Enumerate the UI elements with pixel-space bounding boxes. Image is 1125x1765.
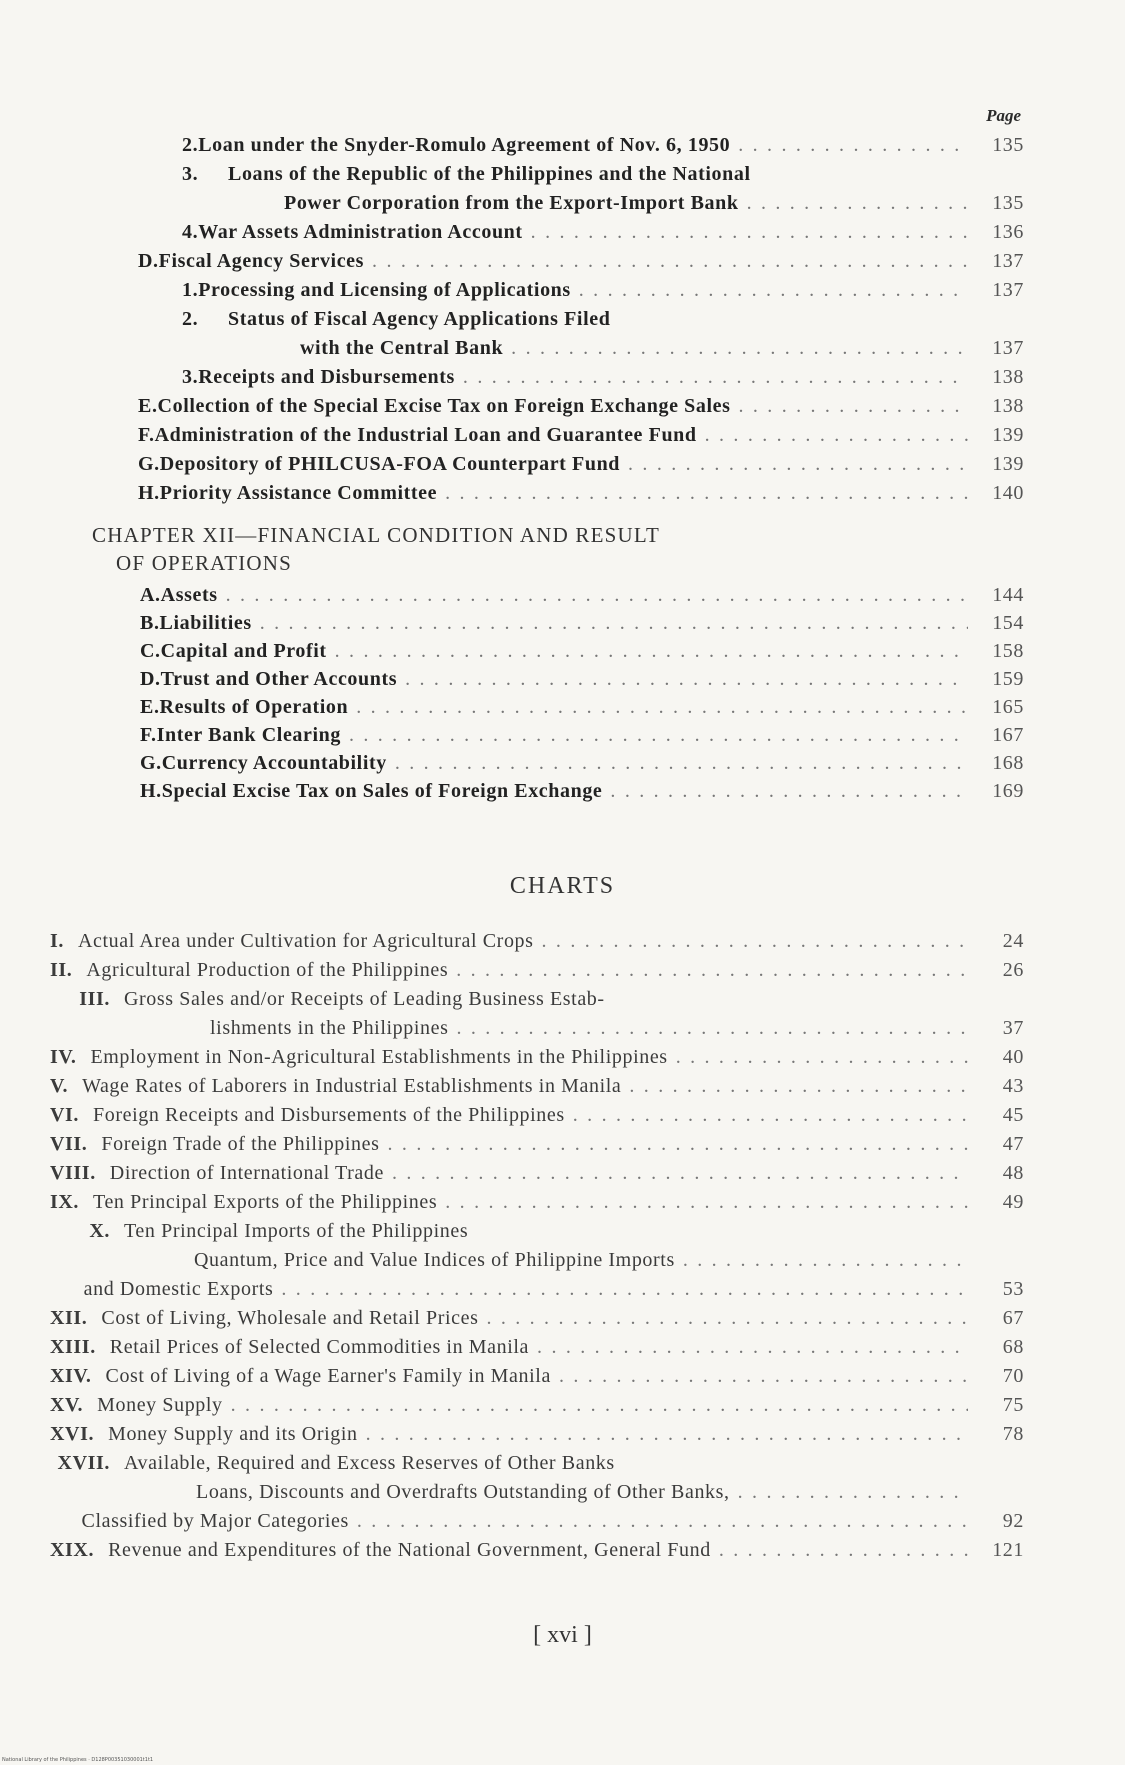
chart-number: IX. — [50, 1191, 80, 1213]
entry-title: Status of Fiscal Agency Applications Filed — [228, 308, 611, 330]
dot-leader — [531, 221, 968, 244]
entry-title: Liabilities — [159, 612, 252, 634]
chart-title: Agricultural Production of the Philippines — [86, 959, 449, 981]
toc-entry — [140, 752, 1024, 780]
dot-leader — [260, 612, 968, 635]
entry-number: D. — [138, 250, 159, 272]
entry-page: 139 — [992, 453, 1024, 475]
chart-title: lishments in the Philippines — [210, 1017, 449, 1039]
entry-number: 3. — [182, 163, 199, 185]
entry-page: 137 — [992, 279, 1024, 301]
entry-title: War Assets Administration Account — [198, 221, 523, 243]
dot-leader — [281, 1278, 968, 1301]
entry-number: F. — [138, 424, 155, 446]
toc-entry — [182, 308, 1024, 336]
entry-title: Special Excise Tax on Sales of Foreign Exchange — [161, 780, 603, 802]
chart-number: IV. — [50, 1046, 77, 1068]
chart-number: V. — [50, 1075, 69, 1097]
toc-entry — [182, 279, 1024, 307]
chart-page: 37 — [1002, 1017, 1024, 1039]
entry-title: Inter Bank Clearing — [156, 724, 341, 746]
dot-leader — [629, 1075, 968, 1098]
toc-entry — [138, 482, 1024, 510]
toc-entry — [140, 584, 1024, 612]
chart-title: Foreign Trade of the Philippines — [101, 1133, 380, 1155]
dot-leader — [511, 337, 968, 360]
toc-entry — [140, 724, 1024, 752]
entry-page: 159 — [992, 668, 1024, 690]
chart-page: 47 — [1002, 1133, 1024, 1155]
chart-title: Quantum, Price and Value Indices of Philippine Imports — [194, 1249, 675, 1271]
chart-list-item-continued — [210, 1017, 1024, 1045]
page-column-label: Page — [986, 106, 1021, 125]
entry-page: 135 — [992, 192, 1024, 214]
chart-title: Actual Area under Cultivation for Agricultural Crops — [77, 930, 534, 952]
chart-list-item — [50, 1191, 1024, 1219]
chart-page: 53 — [1002, 1278, 1024, 1300]
entry-number: G. — [138, 453, 160, 475]
chart-page: 40 — [1002, 1046, 1024, 1068]
toc-entry — [140, 780, 1024, 808]
chart-list-item — [50, 930, 1024, 958]
toc-entry — [182, 134, 1024, 162]
dot-leader — [747, 192, 968, 215]
dot-leader — [456, 1017, 968, 1040]
entry-number: F. — [140, 724, 157, 746]
chart-page: 48 — [1002, 1162, 1024, 1184]
entry-title: Administration of the Industrial Loan and Guarantee Fund — [154, 424, 697, 446]
chart-number: VIII. — [50, 1162, 96, 1184]
dot-leader — [739, 395, 969, 418]
toc-entry — [182, 366, 1024, 394]
dot-leader — [349, 724, 968, 747]
chart-list-item — [50, 1162, 1024, 1190]
chart-page: 92 — [1002, 1510, 1024, 1532]
dot-leader — [628, 453, 968, 476]
chart-list-item — [50, 1336, 1024, 1364]
chart-list-item — [50, 1133, 1024, 1161]
chapter-heading-line: CHAPTER XII—FINANCIAL CONDITION AND RESULT — [92, 523, 661, 547]
chart-number: VI. — [50, 1104, 80, 1126]
entry-page: 144 — [992, 584, 1024, 606]
chart-page: 121 — [992, 1539, 1024, 1561]
entry-page: 169 — [992, 780, 1024, 802]
chart-list-item — [50, 1307, 1024, 1335]
toc-entry — [138, 395, 1024, 423]
dot-leader — [537, 1336, 968, 1359]
chart-list-item-continued — [194, 1249, 1024, 1277]
chart-list-item — [50, 1510, 1024, 1538]
entry-title: Loans of the Republic of the Philippines and the National — [228, 163, 751, 185]
entry-number: H. — [138, 482, 160, 504]
dot-leader — [226, 584, 968, 607]
entry-page: 167 — [992, 724, 1024, 746]
dot-leader — [356, 696, 968, 719]
entry-number: D. — [140, 668, 161, 690]
entry-page: 139 — [992, 424, 1024, 446]
chart-title: Foreign Receipts and Disbursements of the Philippines — [93, 1104, 565, 1126]
dot-leader — [738, 134, 968, 157]
chart-title: Gross Sales and/or Receipts of Leading Business Estab- — [124, 988, 605, 1010]
chart-title: Revenue and Expenditures of the National Government, General Fund — [108, 1539, 711, 1561]
dot-leader — [705, 424, 968, 447]
chart-list-item — [50, 1075, 1024, 1103]
dot-leader — [231, 1394, 968, 1417]
entry-page: 137 — [992, 337, 1024, 359]
dot-leader — [335, 640, 968, 663]
entry-number: 2. — [182, 308, 199, 330]
chart-page: 68 — [1002, 1336, 1024, 1358]
entry-title: Assets — [160, 584, 218, 606]
entry-title: with the Central Bank — [300, 337, 504, 359]
chart-list-item — [50, 1539, 1024, 1567]
chart-list-item — [50, 1104, 1024, 1132]
scan-footer-note: National Library of the Philippines · D128P00351030001t1t1 — [2, 1757, 154, 1763]
dot-leader — [366, 1423, 968, 1446]
toc-entry — [138, 453, 1024, 481]
chart-page: 49 — [1002, 1191, 1024, 1213]
chart-title: Employment in Non-Agricultural Establishments in the Philippines — [90, 1046, 668, 1068]
chart-page: 78 — [1002, 1423, 1024, 1445]
chapter-heading-line: OF OPERATIONS — [116, 551, 293, 575]
dot-leader — [559, 1365, 968, 1388]
toc-entry — [140, 612, 1024, 640]
entry-title: Depository of PHILCUSA-FOA Counterpart Fund — [159, 453, 621, 475]
chart-title: and Domestic Exports — [83, 1278, 274, 1300]
toc-entry — [138, 424, 1024, 452]
dot-leader — [395, 752, 968, 775]
dot-leader — [486, 1307, 968, 1330]
chart-page: 43 — [1002, 1075, 1024, 1097]
dot-leader — [573, 1104, 968, 1127]
entry-title: Fiscal Agency Services — [158, 250, 365, 272]
entry-number: C. — [140, 640, 161, 662]
chart-list-item — [50, 1365, 1024, 1393]
dot-leader — [445, 482, 968, 505]
entry-title: Trust and Other Accounts — [160, 668, 398, 690]
chart-title: Cost of Living of a Wage Earner's Family in Manila — [105, 1365, 551, 1387]
toc-entry-continued — [284, 192, 1024, 220]
chart-page: 70 — [1002, 1365, 1024, 1387]
chart-number: XIII. — [50, 1336, 96, 1358]
chart-number: XIV. — [50, 1365, 92, 1387]
entry-page: 136 — [992, 221, 1024, 243]
chart-number: III. — [79, 988, 110, 1010]
chapter-heading — [92, 521, 660, 577]
entry-title: Loan under the Snyder-Romulo Agreement of Nov. 6, 1950 — [198, 134, 731, 156]
chart-list-item — [50, 1278, 1024, 1306]
toc-entry — [140, 668, 1024, 696]
page-number: [ xvi ] — [533, 1622, 592, 1648]
dot-leader — [676, 1046, 968, 1069]
toc-entry — [182, 163, 1024, 191]
toc-entry — [182, 221, 1024, 249]
entry-title: Priority Assistance Committee — [159, 482, 438, 504]
dot-leader — [579, 279, 968, 302]
dot-leader — [683, 1249, 968, 1272]
dot-leader — [719, 1539, 968, 1562]
entry-page: 140 — [992, 482, 1024, 504]
entry-number: G. — [140, 752, 162, 774]
toc-entry — [138, 250, 1024, 278]
entry-number: 4. — [182, 221, 199, 243]
entry-page: 135 — [992, 134, 1024, 156]
chart-title: Loans, Discounts and Overdrafts Outstanding of Other Banks, — [196, 1481, 730, 1503]
chart-page: 75 — [1002, 1394, 1024, 1416]
entry-number: H. — [140, 780, 162, 802]
entry-number: 1. — [182, 279, 199, 301]
chart-number: XV. — [50, 1394, 84, 1416]
toc-entry — [140, 696, 1024, 724]
entry-number: 2. — [182, 134, 199, 156]
entry-page: 138 — [992, 395, 1024, 417]
chart-title: Money Supply and its Origin — [108, 1423, 358, 1445]
chart-number: I. — [50, 930, 64, 952]
chart-page: 24 — [1002, 930, 1024, 952]
toc-entry — [140, 640, 1024, 668]
chart-title: Wage Rates of Laborers in Industrial Establishments in Manila — [82, 1075, 622, 1097]
entry-page: 137 — [992, 250, 1024, 272]
entry-title: Results of Operation — [159, 696, 349, 718]
dot-leader — [456, 959, 968, 982]
chart-title: Ten Principal Exports of the Philippines — [93, 1191, 438, 1213]
chart-number: XIX. — [50, 1539, 95, 1561]
chart-number: XVII. — [57, 1452, 110, 1474]
dot-leader — [445, 1191, 968, 1214]
entry-title: Processing and Licensing of Applications — [198, 279, 571, 301]
dot-leader — [463, 366, 968, 389]
dot-leader — [738, 1481, 968, 1504]
entry-title: Collection of the Special Excise Tax on Foreign Exchange Sales — [157, 395, 731, 417]
entry-number: E. — [138, 395, 158, 417]
chart-title: Cost of Living, Wholesale and Retail Prices — [101, 1307, 479, 1329]
chart-title: Retail Prices of Selected Commodities in Manila — [109, 1336, 530, 1358]
dot-leader — [372, 250, 968, 273]
entry-page: 165 — [992, 696, 1024, 718]
chart-number: XVI. — [50, 1423, 95, 1445]
entry-number: A. — [140, 584, 161, 606]
chart-list-item — [50, 1452, 1024, 1480]
chart-list-item-continued — [196, 1481, 1024, 1509]
chart-title: Available, Required and Excess Reserves of Other Banks — [124, 1452, 615, 1474]
chart-number: XII. — [50, 1307, 88, 1329]
toc-entry-continued — [300, 337, 1024, 365]
entry-number: 3. — [182, 366, 199, 388]
entry-page: 138 — [992, 366, 1024, 388]
entry-number: E. — [140, 696, 160, 718]
chart-list-item — [50, 1423, 1024, 1451]
chart-page: 67 — [1002, 1307, 1024, 1329]
entry-number: B. — [140, 612, 160, 634]
entry-title: Power Corporation from the Export-Import Bank — [284, 192, 739, 214]
dot-leader — [542, 930, 968, 953]
chart-page: 26 — [1002, 959, 1024, 981]
entry-page: 154 — [992, 612, 1024, 634]
chart-list-item — [50, 1046, 1024, 1074]
dot-leader — [392, 1162, 968, 1185]
chart-page: 45 — [1002, 1104, 1024, 1126]
chart-title: Ten Principal Imports of the Philippines — [124, 1220, 469, 1242]
chart-list-item — [50, 1394, 1024, 1422]
chart-list-item — [50, 1220, 1024, 1248]
chart-number: VII. — [50, 1133, 88, 1155]
dot-leader — [388, 1133, 968, 1156]
section-heading: CHARTS — [509, 873, 616, 899]
chart-list-item — [50, 959, 1024, 987]
entry-title: Capital and Profit — [160, 640, 327, 662]
dot-leader — [610, 780, 968, 803]
entry-title: Receipts and Disbursements — [198, 366, 455, 388]
chart-number: II. — [50, 959, 73, 981]
chart-title: Classified by Major Categories — [81, 1510, 349, 1532]
dot-leader — [357, 1510, 968, 1533]
entry-page: 168 — [992, 752, 1024, 774]
chart-list-item — [50, 988, 1024, 1016]
chart-number: X. — [89, 1220, 110, 1242]
entry-title: Currency Accountability — [161, 752, 387, 774]
entry-page: 158 — [992, 640, 1024, 662]
dot-leader — [405, 668, 968, 691]
chart-title: Money Supply — [97, 1394, 223, 1416]
chart-title: Direction of International Trade — [109, 1162, 384, 1184]
